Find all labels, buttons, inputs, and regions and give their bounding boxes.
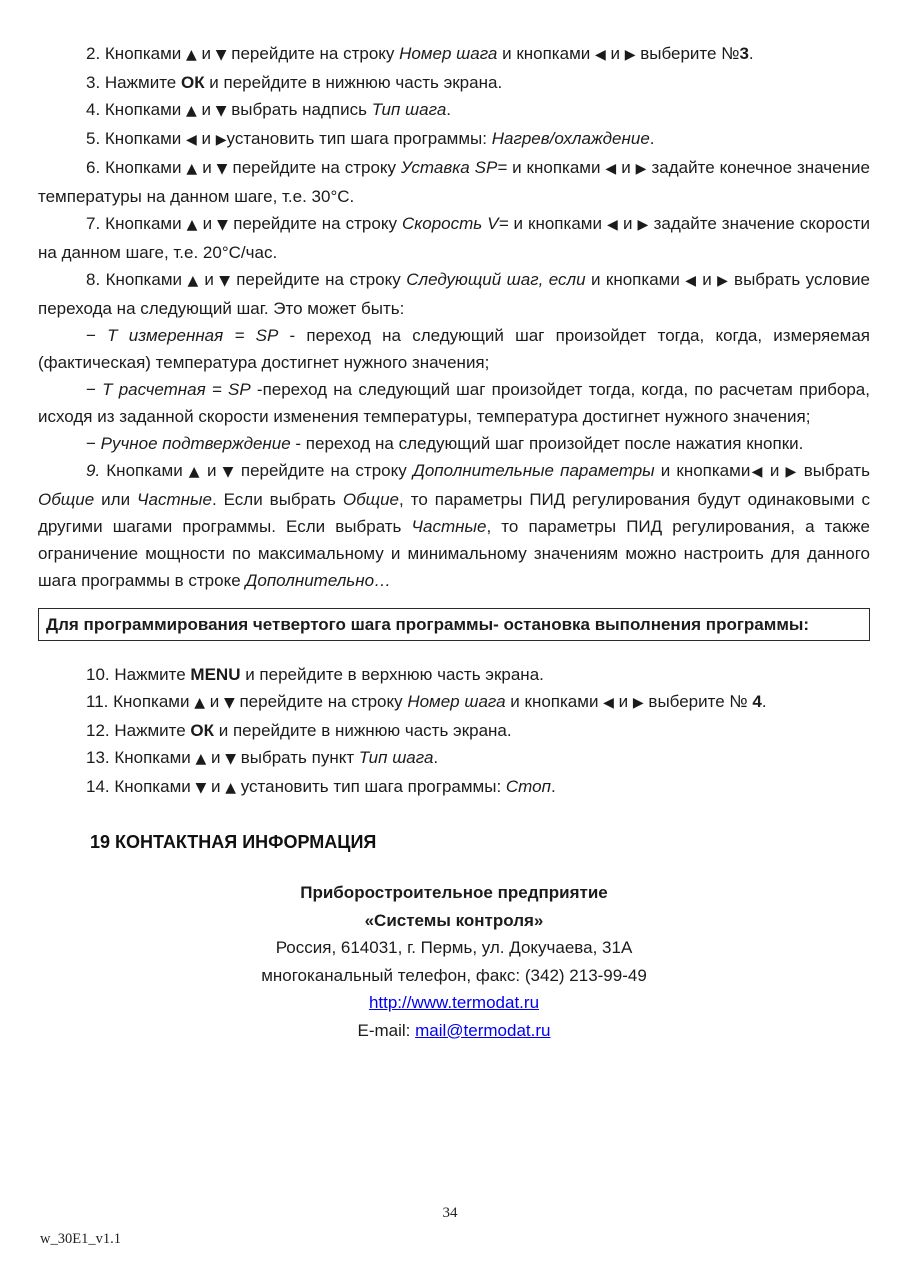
email-line — [38, 1017, 870, 1045]
text-segment: и перейдите в верхнюю часть экрана. — [240, 665, 544, 684]
text-segment: Стоп — [505, 777, 551, 796]
company-phone: многоканальный телефон, факс: (342) 213-99-49 — [261, 965, 647, 985]
text-segment: Номер шага — [399, 44, 498, 63]
text-segment: - переход на следующий шаг произойдет после нажатия кнопки. — [290, 434, 804, 453]
transition-option-1 — [38, 322, 870, 376]
text-segment: перейдите на строку — [227, 158, 401, 177]
text-segment: и кнопками — [654, 461, 751, 480]
text-segment: Тип шага — [358, 748, 434, 767]
text-segment: 3 — [739, 44, 749, 63]
arrow-button-icon: ▼ — [217, 217, 229, 233]
text-segment: и — [198, 270, 220, 289]
text-segment: установить тип шага программы: — [236, 777, 506, 796]
text-segment: перейдите на строку — [226, 44, 400, 63]
text-segment: Кнопками — [100, 461, 189, 480]
arrow-button-icon: ▶ — [717, 273, 729, 289]
instruction-step-4 — [38, 96, 870, 125]
text-segment: и кнопками — [507, 158, 606, 177]
instruction-step-5 — [38, 125, 870, 154]
text-segment: Уставка SP= — [400, 158, 508, 177]
text-segment: и — [200, 461, 223, 480]
arrow-button-icon: ▶ — [624, 47, 636, 63]
instruction-step-14 — [38, 773, 870, 802]
email-label: E-mail: — [357, 1020, 416, 1040]
text-segment: . — [761, 692, 767, 711]
text-segment: Частные — [411, 517, 487, 536]
text-segment: и — [196, 129, 216, 148]
text-segment: и — [696, 270, 718, 289]
text-segment: и кнопками — [508, 214, 607, 233]
text-segment: Общие — [342, 490, 400, 509]
arrow-button-icon: ▲ — [187, 273, 199, 289]
arrow-button-icon: ◀ — [605, 161, 617, 177]
text-segment: и — [618, 214, 638, 233]
text-segment: 2. Кнопками — [86, 44, 187, 63]
text-segment: выбрать условие перехода на следующий шаг. Это может быть: — [38, 270, 870, 318]
text-segment: Для программирования четвертого шага программы- остановка выполнения программы: — [46, 615, 810, 634]
arrow-button-icon: ◀ — [685, 273, 697, 289]
text-segment: − — [86, 380, 103, 399]
text-segment: 13. Кнопками — [86, 748, 196, 767]
text-segment: Дополнительные параметры — [412, 461, 655, 480]
text-segment: Ручное подтверждение — [100, 434, 291, 453]
company-name-line1: Приборостроительное предприятие — [300, 883, 608, 902]
company-address: Россия, 614031, г. Пермь, ул. Докучаева, 31А — [275, 938, 633, 957]
arrow-button-icon: ▼ — [215, 47, 227, 63]
text-segment: Частные — [137, 490, 212, 509]
text-segment: . — [649, 129, 655, 148]
instruction-step-11 — [38, 688, 870, 717]
text-segment: ОК — [180, 73, 205, 92]
text-segment: и — [206, 748, 226, 767]
arrow-button-icon: ▼ — [225, 751, 236, 767]
arrow-button-icon: ▼ — [215, 103, 227, 119]
arrow-button-icon: ▶ — [637, 217, 649, 233]
instruction-step-3 — [38, 69, 870, 96]
text-segment: . — [748, 44, 754, 63]
boxed-note — [38, 608, 870, 641]
instruction-step-2 — [38, 40, 870, 69]
arrow-button-icon: ▶ — [635, 161, 647, 177]
arrow-button-icon: ▲ — [186, 161, 198, 177]
arrow-button-icon: ▲ — [194, 695, 205, 711]
text-segment: перейдите на строку — [230, 270, 407, 289]
text-segment: перейдите на строку — [228, 214, 402, 233]
arrow-button-icon: ▲ — [188, 464, 201, 480]
text-segment: 11. Кнопками — [86, 692, 195, 711]
text-segment: Скорость V= — [401, 214, 509, 233]
text-segment: 3. Нажмите — [86, 73, 181, 92]
text-segment: и — [197, 158, 217, 177]
text-segment: или — [94, 490, 138, 509]
text-segment: и перейдите в нижнюю часть экрана. — [214, 721, 512, 740]
text-segment: . — [550, 777, 556, 796]
arrow-button-icon: ▲ — [186, 103, 197, 119]
text-segment: и кнопками — [505, 692, 604, 711]
text-segment: , то параметры ПИД регулирования будут одинаковыми с другими шагами программы. Если выбрать — [38, 490, 871, 536]
instruction-step-10 — [38, 661, 870, 688]
arrow-button-icon: ▲ — [225, 780, 236, 796]
text-segment: выбрать — [797, 461, 870, 480]
text-segment: , то параметры ПИД регулирования, а также ограничение мощности по максимальному и минимальному значениям можно настроить для данного шага программы в строке — [38, 517, 870, 590]
arrow-button-icon: ▶ — [632, 695, 644, 711]
text-segment: 6. Кнопками — [86, 158, 187, 177]
text-segment: и кнопками — [497, 44, 595, 63]
text-segment: Следующий шаг, если — [406, 270, 586, 289]
text-segment: выберите № — [643, 692, 753, 711]
page-number: 34 — [442, 1205, 458, 1221]
text-segment: 4. Кнопками — [86, 100, 187, 119]
arrow-button-icon: ▶ — [215, 132, 227, 148]
text-segment: Номер шага — [407, 692, 506, 711]
text-segment: перейдите на строку — [234, 461, 413, 480]
arrow-button-icon: ◀ — [186, 132, 197, 148]
arrow-button-icon: ▼ — [216, 161, 228, 177]
text-segment: и — [196, 44, 216, 63]
instruction-step-6 — [38, 154, 870, 210]
text-segment: − — [86, 434, 101, 453]
text-segment: выберите № — [635, 44, 740, 63]
transition-option-3 — [38, 430, 870, 457]
text-segment: 5. Кнопками — [86, 129, 187, 148]
text-segment: выбрать пункт — [236, 748, 359, 767]
instruction-step-13 — [38, 744, 870, 773]
arrow-button-icon: ◀ — [603, 695, 614, 711]
website-line — [38, 989, 870, 1017]
text-segment: и — [763, 461, 786, 480]
contact-info-block — [38, 879, 870, 1044]
text-segment: установить тип шага программы: — [226, 129, 492, 148]
text-segment: Общие — [38, 490, 95, 509]
text-segment: и — [206, 777, 226, 796]
text-segment: и — [197, 214, 218, 233]
text-segment: и перейдите в нижнюю часть экрана. — [204, 73, 503, 92]
text-segment: и кнопками — [585, 270, 686, 289]
arrow-button-icon: ◀ — [606, 217, 619, 233]
arrow-button-icon: ▼ — [223, 695, 235, 711]
text-segment: 4 — [752, 692, 762, 711]
text-segment: задайте конечное значение температуры на данном шаге, т.е. 30°С. — [38, 158, 870, 206]
arrow-button-icon: ▲ — [186, 47, 197, 63]
text-segment: ОК — [190, 721, 215, 740]
instruction-step-12 — [38, 717, 870, 744]
text-segment: . — [446, 100, 452, 119]
section-heading-contact-info: 19 КОНТАКТНАЯ ИНФОРМАЦИЯ — [90, 832, 377, 852]
text-segment: и — [196, 100, 216, 119]
text-segment: . — [433, 748, 439, 767]
text-segment: Т расчетная = SP — [102, 380, 251, 399]
text-segment: Нагрев/охлаждение — [491, 129, 650, 148]
email-link[interactable]: mail@termodat.ru — [415, 1020, 551, 1040]
transition-option-2 — [38, 376, 870, 430]
text-segment: и — [616, 158, 636, 177]
text-segment: Дополнительно… — [245, 571, 392, 590]
text-segment: 12. Нажмите — [86, 721, 191, 740]
text-segment: перейдите на строку — [234, 692, 408, 711]
arrow-button-icon: ◀ — [750, 464, 764, 480]
text-segment: - переход на следующий шаг произойдет тогда, когда, измеряемая (фактическая) температура достигнет нужного значения; — [38, 326, 870, 372]
arrow-button-icon: ▲ — [186, 217, 198, 233]
arrow-button-icon: ◀ — [594, 47, 606, 63]
text-segment: 7. Кнопками — [86, 214, 187, 233]
instruction-step-8 — [38, 266, 870, 322]
text-segment: и — [613, 692, 633, 711]
arrow-button-icon: ▼ — [195, 780, 207, 796]
text-segment: . Если выбрать — [211, 490, 343, 509]
instructions-list — [38, 40, 870, 802]
text-segment: выбрать надпись — [226, 100, 372, 119]
text-segment: Т измеренная = SP — [107, 326, 279, 345]
arrow-button-icon: ▲ — [195, 751, 207, 767]
text-segment: 14. Кнопками — [86, 777, 196, 796]
text-segment: -переход на следующий шаг произойдет тогда, когда, по расчетам прибора, исходя из заданной скорости изменения температуры, температура достигнет нужного значения; — [38, 380, 870, 426]
website-link[interactable]: http://www.termodat.ru — [368, 993, 540, 1012]
company-name-line2: «Системы контроля» — [364, 910, 544, 930]
text-segment: 10. Нажмите — [86, 665, 191, 684]
text-segment: − — [86, 326, 108, 345]
instruction-step-7 — [38, 210, 870, 266]
text-segment: задайте значение скорости на данном шаге, т.е. 20°С/час. — [38, 214, 870, 262]
arrow-button-icon: ▶ — [785, 464, 798, 480]
arrow-button-icon: ▼ — [219, 273, 231, 289]
text-segment: 9. — [86, 461, 101, 480]
text-segment: и — [605, 44, 625, 63]
instruction-step-9 — [38, 457, 870, 594]
text-segment: Тип шага — [371, 100, 447, 119]
text-segment: MENU — [190, 665, 241, 684]
text-segment: и — [205, 692, 224, 711]
arrow-button-icon: ▼ — [222, 464, 235, 480]
document-version: w_30E1_v1.1 — [40, 1231, 121, 1247]
text-segment: 8. Кнопками — [86, 270, 188, 289]
